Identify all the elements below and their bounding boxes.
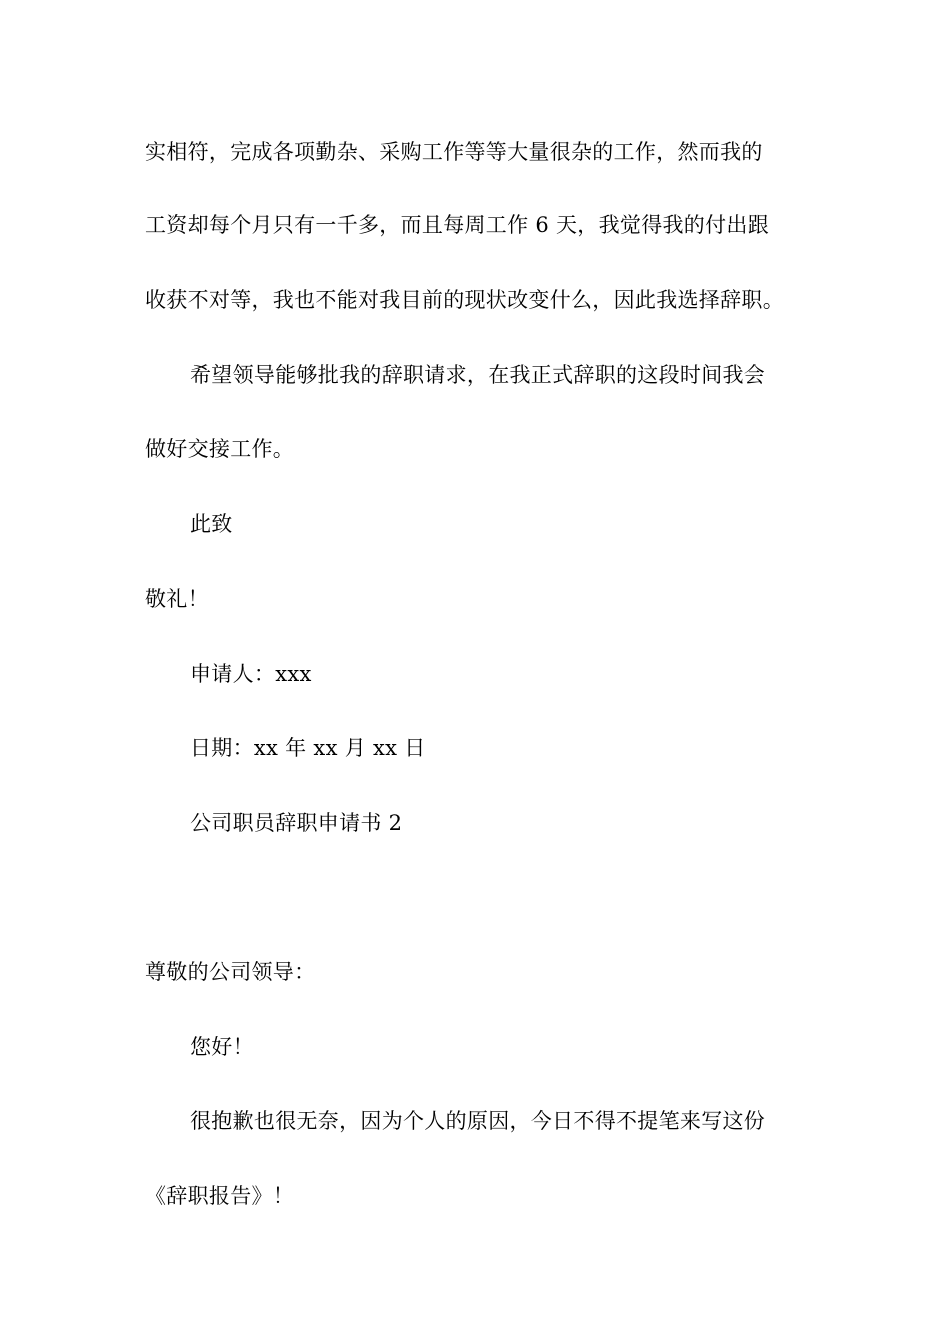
section-heading: 公司职员辞职申请书 2	[190, 811, 403, 835]
closing-salutation: 此致	[190, 512, 233, 536]
body-text-line: 收获不对等，我也不能对我目前的现状改变什么，因此我选择辞职。	[145, 288, 784, 312]
greeting: 您好！	[190, 1035, 254, 1059]
body-text-line: 《辞职报告》！	[145, 1184, 295, 1208]
greeting-recipient: 尊敬的公司领导：	[145, 960, 316, 984]
date-line: 日期：xx 年 xx 月 xx 日	[190, 736, 426, 760]
body-text-line: 希望领导能够批我的辞职请求，在我正式辞职的这段时间我会	[190, 363, 766, 387]
closing-regards: 敬礼！	[145, 587, 209, 611]
body-text-line: 工资却每个月只有一千多，而且每周工作 6 天，我觉得我的付出跟	[145, 213, 770, 237]
body-text-line: 做好交接工作。	[145, 437, 295, 461]
body-text-line: 很抱歉也很无奈，因为个人的原因，今日不得不提笔来写这份	[190, 1109, 766, 1133]
body-text-line: 实相符，完成各项勤杂、采购工作等等大量很杂的工作，然而我的	[145, 140, 763, 164]
applicant-line: 申请人：xxx	[190, 662, 312, 686]
